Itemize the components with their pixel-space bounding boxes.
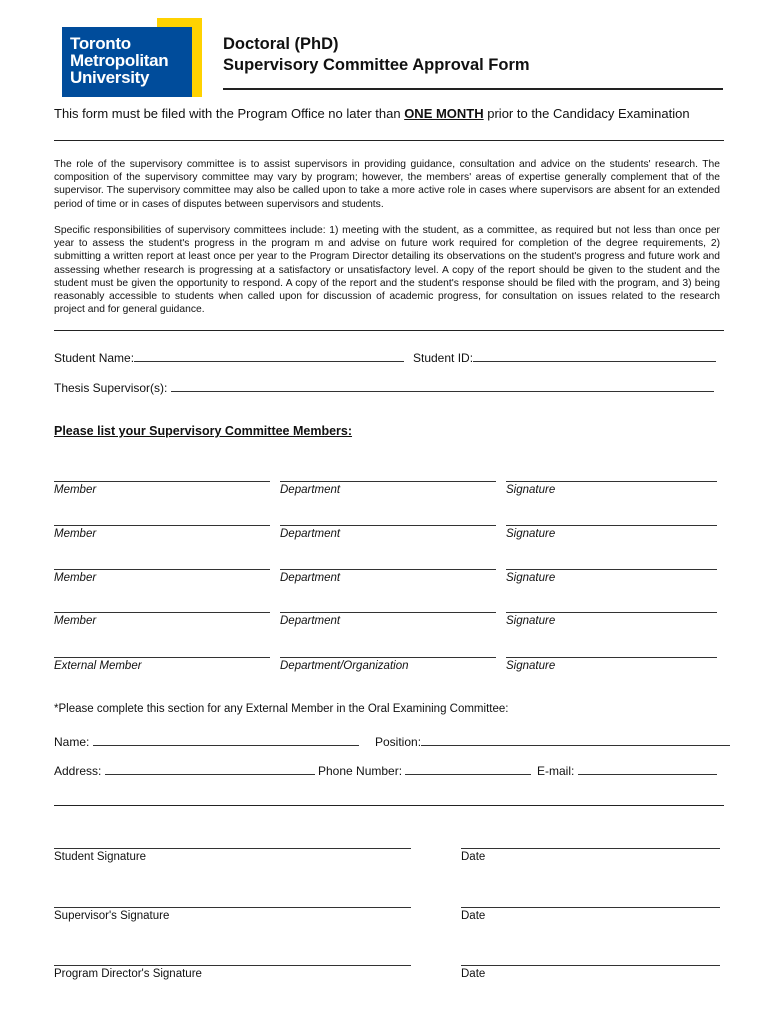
external-name-row <box>54 733 359 749</box>
student-name-row <box>54 349 404 365</box>
approval-signature-label: Student Signature <box>54 851 147 863</box>
committee-member-field[interactable] <box>54 481 270 482</box>
committee-signature-field[interactable] <box>506 481 717 482</box>
committee-department-label: Department <box>280 615 341 627</box>
committee-department-field[interactable] <box>280 525 496 526</box>
student-name-field[interactable] <box>134 349 404 362</box>
committee-member-label: Member <box>54 615 97 627</box>
committee-department-field[interactable] <box>280 612 496 613</box>
committee-member-field[interactable] <box>54 525 270 526</box>
committee-department-field[interactable] <box>280 481 496 482</box>
committee-department-label: Department <box>280 528 341 540</box>
student-id-label: Student ID: <box>413 351 474 365</box>
notice-rule <box>54 140 724 141</box>
committee-member-label: Member <box>54 528 97 540</box>
supervisor-row <box>54 379 714 395</box>
external-position-row <box>375 733 730 749</box>
approval-date-field[interactable] <box>461 965 720 966</box>
committee-member-label: Member <box>54 484 97 496</box>
committee-signature-label: Signature <box>506 484 556 496</box>
committee-department-label: Department/Organization <box>280 660 409 672</box>
committee-member-field[interactable] <box>54 612 270 613</box>
filing-notice <box>54 106 690 121</box>
title-rule <box>223 88 723 90</box>
form-title-line-2: Supervisory Committee Approval Form <box>223 56 530 74</box>
external-address-field[interactable] <box>105 762 315 775</box>
external-email-label: E-mail: <box>537 764 575 778</box>
paragraph-rule <box>54 330 724 331</box>
approval-signature-label: Supervisor's Signature <box>54 910 170 922</box>
external-phone-row <box>318 762 531 778</box>
signature-section-rule <box>54 805 724 806</box>
approval-date-field[interactable] <box>461 907 720 908</box>
approval-date-label: Date <box>461 968 486 980</box>
approval-date-label: Date <box>461 910 486 922</box>
supervisor-field[interactable] <box>171 379 714 392</box>
external-phone-label: Phone Number: <box>318 764 403 778</box>
supervisor-label: Thesis Supervisor(s): <box>54 381 168 395</box>
external-position-field[interactable] <box>421 733 730 746</box>
logo-line-1: Toronto <box>70 34 131 53</box>
committee-member-field[interactable] <box>54 657 270 658</box>
external-address-row <box>54 762 315 778</box>
external-email-field[interactable] <box>578 762 717 775</box>
notice-suffix: prior to the Candidacy Examination <box>483 106 690 121</box>
university-logo <box>62 27 192 97</box>
approval-signature-field[interactable] <box>54 907 411 908</box>
external-name-label: Name: <box>54 735 90 749</box>
approval-signature-field[interactable] <box>54 848 411 849</box>
logo-line-3: University <box>70 68 150 87</box>
committee-signature-field[interactable] <box>506 525 717 526</box>
approval-date-field[interactable] <box>461 848 720 849</box>
committee-signature-field[interactable] <box>506 569 717 570</box>
form-title <box>223 34 530 76</box>
committee-department-field[interactable] <box>280 657 496 658</box>
committee-department-label: Department <box>280 572 341 584</box>
external-name-field[interactable] <box>93 733 359 746</box>
committee-signature-label: Signature <box>506 572 556 584</box>
student-id-row <box>413 349 716 365</box>
committee-member-field[interactable] <box>54 569 270 570</box>
committee-member-label: External Member <box>54 660 142 672</box>
form-title-line-1: Doctoral (PhD) <box>223 35 339 53</box>
committee-signature-field[interactable] <box>506 657 717 658</box>
logo-line-2: Metropolitan <box>70 51 169 70</box>
approval-signature-label: Program Director's Signature <box>54 968 202 980</box>
committee-signature-field[interactable] <box>506 612 717 613</box>
notice-prefix: This form must be filed with the Program Office no later than <box>54 106 405 121</box>
external-phone-field[interactable] <box>405 762 531 775</box>
external-email-row <box>537 762 717 778</box>
committee-member-label: Member <box>54 572 97 584</box>
approval-date-label: Date <box>461 851 486 863</box>
committee-heading: Please list your Supervisory Committee Members: <box>54 424 353 438</box>
committee-signature-label: Signature <box>506 660 556 672</box>
approval-signature-field[interactable] <box>54 965 411 966</box>
role-paragraph: The role of the supervisory committee is to assist supervisors in providing guidance, consultation and advice on the students' research. The composition of the supervisory committee may vary by program; however, the members' areas of expertise generally complement that of the supervisor. The supervisory committee may also be called upon to take a more active role in cases where supervisors are absent for an extended period of time or in cases of disputes between supervisors and students. <box>54 159 720 210</box>
responsibilities-paragraph: Specific responsibilities of supervisory committees include: 1) meeting with the student, as a committee, as required but not less than once per year to assess the student's progress in the program m and advise on future work required for completion of the degree requirements, 2) submitting a written report at least once per year to the Program Director detailing its observations on the student's progress and future work and assessing whether research is progressing at a satisfactory or unsatisfactory level. A copy of the report should be given to the student and the student must be given the opportunity to respond. A copy of the report and the student's response should be filed with the program, and 3) being reasonably accessible to students when called upon for discussion of academic progress, for consultation on issues related to the research project and for general guidance. <box>54 225 720 316</box>
external-position-label: Position: <box>375 735 422 749</box>
student-id-field[interactable] <box>473 349 716 362</box>
committee-signature-label: Signature <box>506 528 556 540</box>
external-address-label: Address: <box>54 764 102 778</box>
student-name-label: Student Name: <box>54 351 135 365</box>
notice-emphasis: ONE MONTH <box>404 106 484 121</box>
committee-department-field[interactable] <box>280 569 496 570</box>
committee-signature-label: Signature <box>506 615 556 627</box>
external-member-note: *Please complete this section for any External Member in the Oral Examining Committee: <box>54 703 509 715</box>
committee-department-label: Department <box>280 484 341 496</box>
